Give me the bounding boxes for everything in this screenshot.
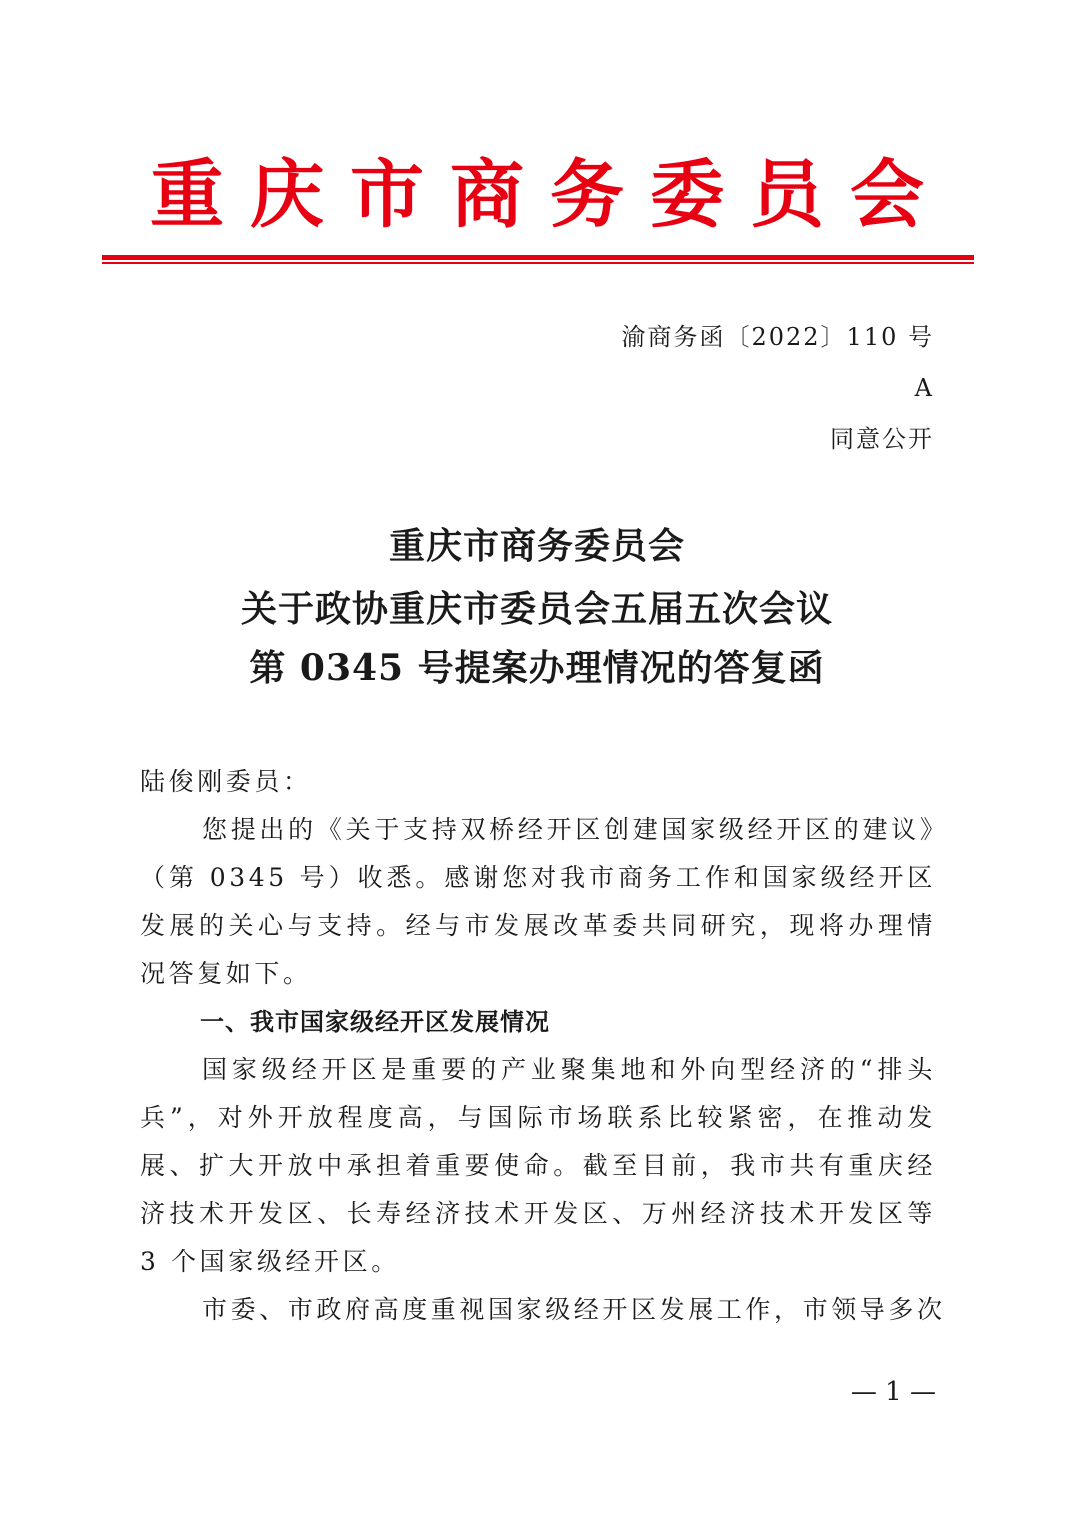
document-number: 渝商务函〔2022〕110 号 bbox=[621, 323, 934, 351]
masthead-title: 重庆市商务委员会 bbox=[150, 152, 950, 238]
disclosure-grade: A bbox=[914, 374, 934, 402]
section-heading-1: 一、我市国家级经开区发展情况 bbox=[200, 1008, 550, 1036]
masthead-red-rule-thin bbox=[102, 262, 974, 264]
body-paragraph-2: 国家级经开区是重要的产业聚集地和外向型经济的“排头兵”，对外开放程度高，与国际市场联系比较紧密，在推动发展、扩大开放中承担着重要使命。截至目前，我市共有重庆经济技术开发区、长寿经济技术开发区、万州经济技术开发区等 3 个国家级经开区。 bbox=[140, 1055, 936, 1276]
disclosure-status: 同意公开 bbox=[830, 425, 934, 453]
body-paragraph-1: 您提出的《关于支持双桥经开区创建国家级经开区的建议》（第 0345 号）收悉。感谢您对我市商务工作和国家级经开区发展的关心与支持。经与市发展改革委共同研究，现将办理情况答复如下。 bbox=[140, 815, 936, 988]
document-title-line-1: 重庆市商务委员会 bbox=[388, 525, 685, 567]
document-title-line-3: 第 0345 号提案办理情况的答复函 bbox=[249, 647, 825, 689]
body-paragraph-3: 市委、市政府高度重视国家级经开区发展工作，市领导多次 bbox=[202, 1295, 946, 1324]
masthead-red-rule-thick bbox=[102, 255, 974, 260]
document-title-line-2: 关于政协重庆市委员会五届五次会议 bbox=[240, 588, 833, 630]
page-number: — 1 — bbox=[850, 1377, 936, 1407]
salutation: 陆俊刚委员： bbox=[140, 767, 312, 796]
